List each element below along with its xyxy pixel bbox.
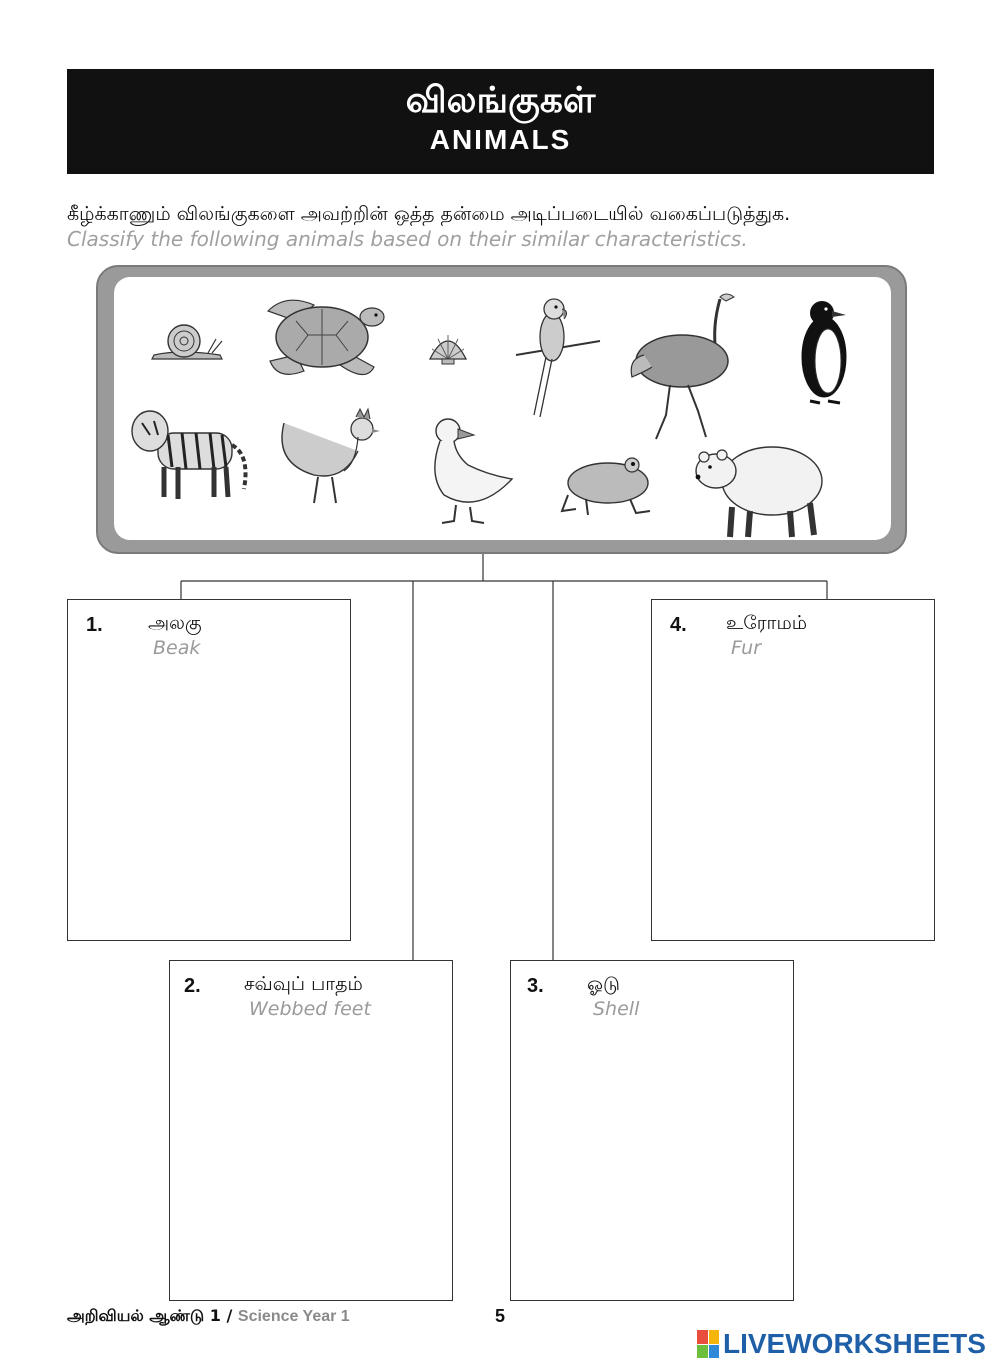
box-number: 3.	[527, 975, 544, 997]
box-label-english: Shell	[593, 998, 640, 1020]
category-box-beak[interactable]	[67, 599, 351, 941]
footer-subject	[67, 1306, 350, 1327]
liveworksheets-logo-icon	[697, 1330, 719, 1358]
box-number: 1.	[86, 614, 103, 636]
instruction-english: Classify the following animals based on their similar characteristics.	[67, 227, 748, 251]
box-number: 4.	[670, 614, 687, 636]
page-number: 5	[495, 1306, 506, 1326]
box-label-english: Fur	[731, 637, 762, 659]
box-label-english: Beak	[153, 637, 201, 659]
box-label-tamil: அலகு	[148, 612, 202, 634]
brand-name: LIVEWORKSHEETS	[723, 1328, 986, 1359]
box-number: 2.	[184, 975, 201, 997]
liveworksheets-brand[interactable]	[697, 1328, 986, 1360]
box-label-english: Webbed feet	[249, 998, 371, 1020]
box-label-tamil: உரோமம்	[726, 612, 808, 634]
footer-subject-english: Science Year 1	[237, 1308, 350, 1325]
title-tamil: விலங்குகள்	[405, 80, 596, 121]
category-box-fur[interactable]	[651, 599, 935, 941]
title-english: ANIMALS	[429, 124, 572, 155]
instruction-tamil: கீழ்க்காணும் விலங்குகளை அவற்றின் ஒத்த தன்மை அடிப்படையில் வகைப்படுத்துக.	[67, 203, 791, 225]
footer-subject-tamil: அறிவியல் ஆண்டு 1	[67, 1306, 221, 1325]
category-box-shell[interactable]	[510, 960, 794, 1301]
category-box-webbed-feet[interactable]	[169, 960, 453, 1301]
footer-separator: /	[226, 1306, 233, 1325]
box-label-tamil: ஓடு	[587, 973, 620, 995]
box-label-tamil: சவ்வுப் பாதம்	[244, 973, 363, 995]
